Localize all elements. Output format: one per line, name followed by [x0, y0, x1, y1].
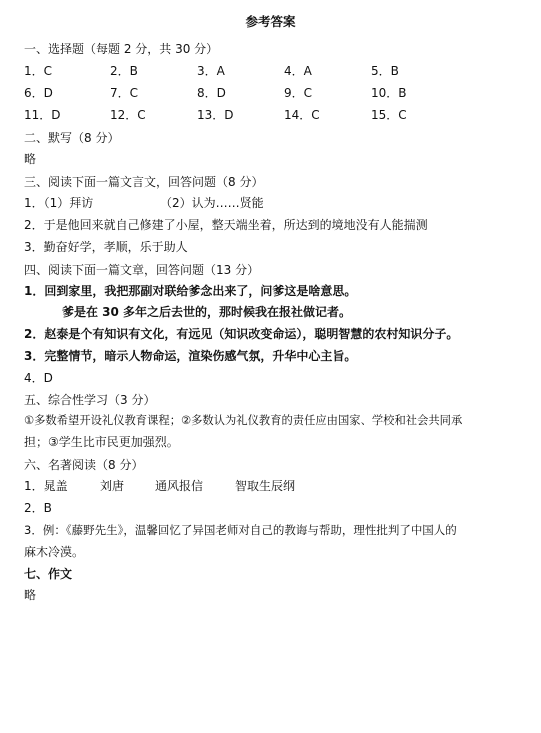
choice-answer: 3．A — [197, 64, 225, 78]
choice-answer: 14．C — [284, 108, 320, 122]
section-7-heading: 七、作文 — [24, 567, 73, 581]
choice-answer: 15．C — [371, 108, 407, 122]
section-3-heading: 三、阅读下面一篇文言文，回答问题（8 分） — [24, 175, 264, 189]
choice-answer: 11．D — [24, 108, 61, 122]
s6-q1-item: 通风报信 — [155, 479, 204, 493]
choice-answer: 6．D — [24, 86, 53, 100]
s3-q1-part2: （2）认为……贤能 — [160, 196, 264, 210]
s6-q2: 2．B — [24, 501, 52, 515]
section-2-heading: 二、默写（8 分） — [24, 131, 120, 145]
choice-answer: 7．C — [110, 86, 139, 100]
s3-q1-part1: 1．（1）拜访 — [24, 196, 94, 210]
s4-q3: 3．完整情节，暗示人物命运，渲染伤感气氛，升华中心主旨。 — [24, 349, 357, 363]
choice-answer: 12．C — [110, 108, 146, 122]
section-4-heading: 四、阅读下面一篇文章，回答问题（13 分） — [24, 263, 260, 277]
s5-answer-line2: 担；③学生比市民更加强烈。 — [24, 435, 179, 449]
s3-q2: 2．于是他回来就自己修建了小屋，整天端坐着，所达到的境地没有人能揣测 — [24, 218, 428, 232]
s4-q4: 4．D — [24, 371, 53, 385]
s6-q1-item: 1．晁盖 — [24, 479, 68, 493]
s4-q1-line2: 爹是在 30 多年之后去世的，那时候我在报社做记者。 — [62, 305, 352, 319]
choice-answer: 5．B — [371, 64, 399, 78]
choice-answer: 2．B — [110, 64, 138, 78]
choice-answer: 1．C — [24, 64, 53, 78]
choice-answer: 10．B — [371, 86, 407, 100]
s3-q3: 3．勤奋好学，孝顺，乐于助人 — [24, 240, 188, 254]
choice-answer: 8．D — [197, 86, 226, 100]
s4-q1-line1: 1．回到家里，我把那副对联给爹念出来了，问爹这是啥意思。 — [24, 284, 357, 298]
s6-q1-item: 刘唐 — [100, 479, 125, 493]
s5-answer-line1: ①多数希望开设礼仪教育课程；②多数认为礼仪教育的责任应由国家、学校和社会共同承 — [24, 414, 463, 427]
section-2-answer: 略 — [24, 152, 37, 166]
page-title: 参考答案 — [245, 14, 296, 29]
section-1-heading: 一、选择题（每题 2 分，共 30 分） — [24, 42, 219, 56]
choice-answer: 4．A — [284, 64, 312, 78]
choice-answer: 9．C — [284, 86, 313, 100]
choice-answer: 13．D — [197, 108, 234, 122]
s4-q2: 2．赵泰是个有知识有文化，有远见（知识改变命运），聪明智慧的农村知识分子。 — [24, 327, 459, 341]
s6-q3-line1: 3．例：《藤野先生》，温馨回忆了异国老师对自己的教诲与帮助，理性批判了中国人的 — [24, 523, 457, 537]
section-6-heading: 六、名著阅读（8 分） — [24, 458, 144, 472]
s6-q1-item: 智取生辰纲 — [235, 479, 296, 493]
s6-q3-line2: 麻木冷漠。 — [24, 545, 85, 559]
section-7-answer: 略 — [24, 588, 37, 602]
section-5-heading: 五、综合性学习（3 分） — [24, 393, 156, 407]
